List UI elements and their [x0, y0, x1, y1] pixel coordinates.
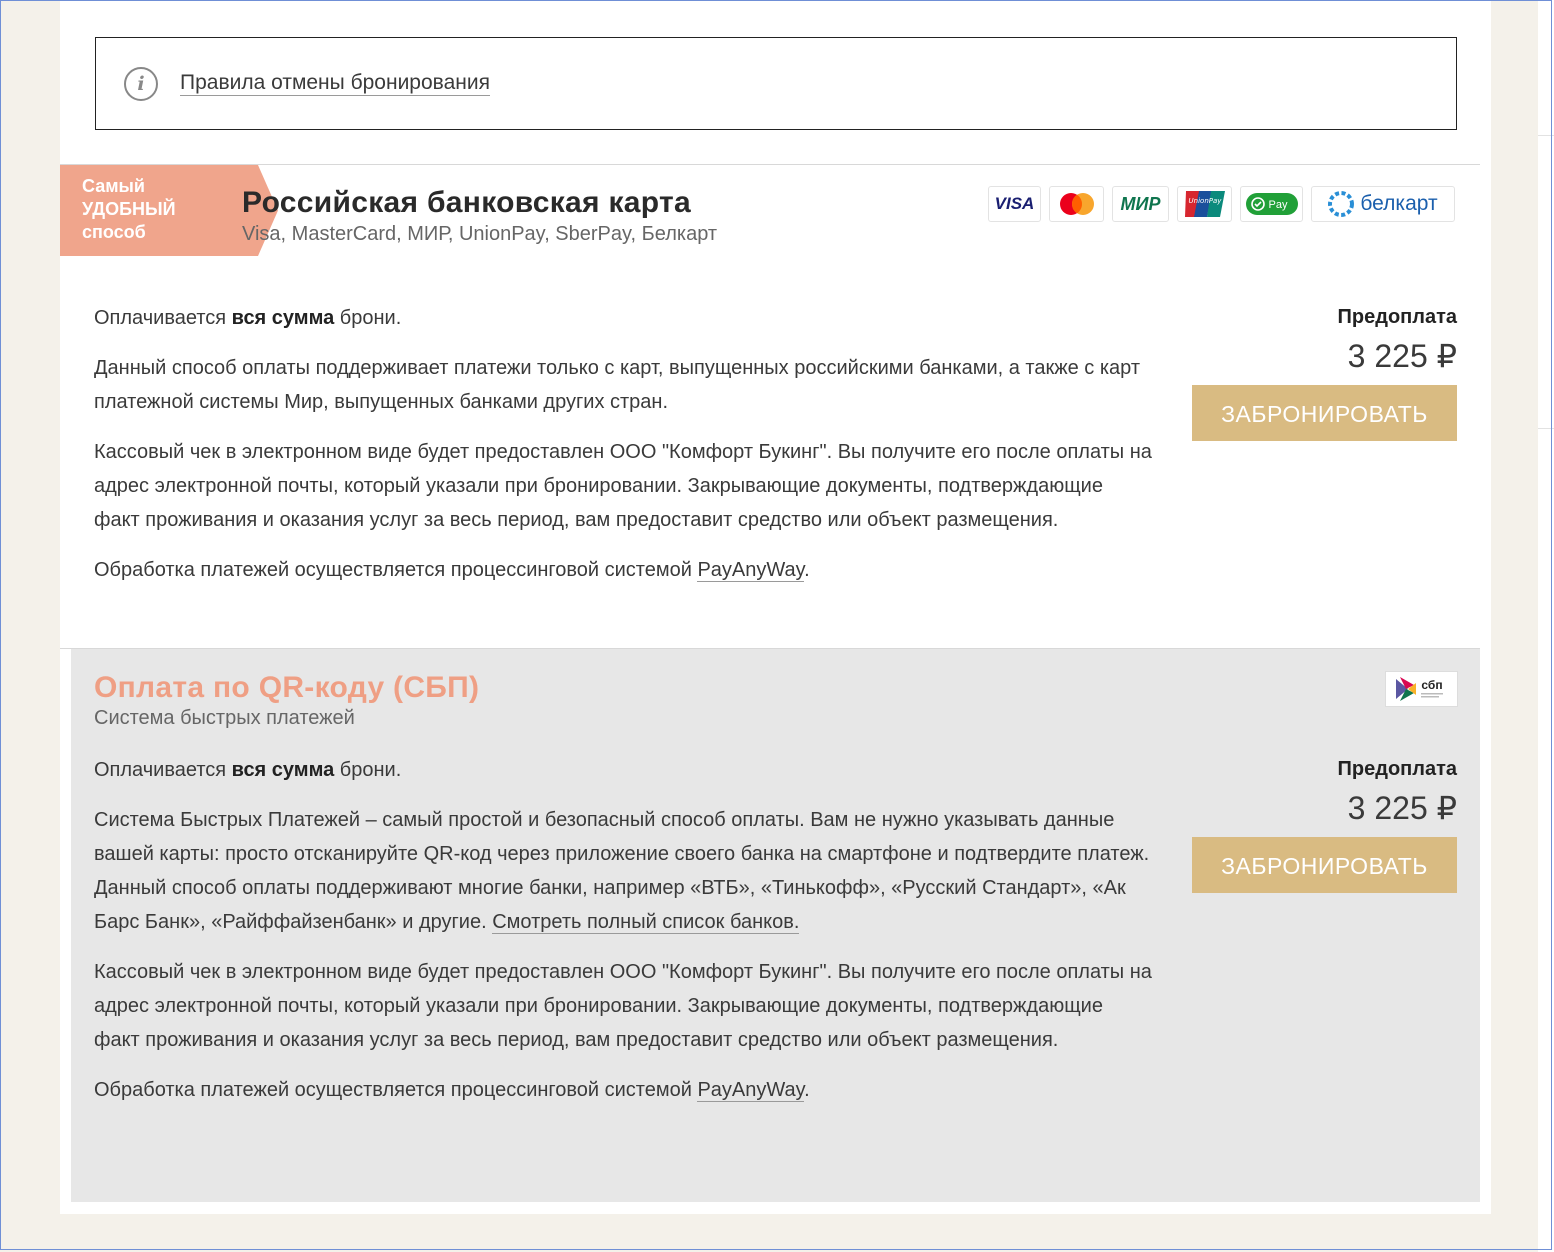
badge-line: Самый [82, 176, 145, 196]
book-button[interactable]: ЗАБРОНИРОВАТЬ [1192, 385, 1457, 441]
processing-note: Обработка платежей осуществляется процессинговой системой PayAnyWay. [94, 559, 810, 581]
side-panel [1538, 0, 1554, 1252]
sbp-price-block [1192, 758, 1457, 893]
payanyway-link[interactable]: PayAnyWay [697, 559, 805, 581]
mir-logo-icon: МИР [1112, 186, 1169, 222]
belkart-logo-icon [1311, 186, 1455, 222]
unionpay-logo-icon [1177, 186, 1232, 222]
sbp-logo-text: сбп [1420, 678, 1443, 692]
badge-line: способ [82, 222, 146, 242]
card-logos [988, 186, 1455, 222]
cancel-policy-box[interactable] [95, 37, 1457, 130]
badge-line: УДОБНЫЙ [82, 199, 176, 219]
payanyway-link[interactable]: PayAnyWay [697, 1079, 805, 1101]
visa-logo-icon: VISA [988, 186, 1041, 222]
book-button[interactable]: ЗАБРОНИРОВАТЬ [1192, 837, 1457, 893]
payment-amount-note: Оплачивается вся сумма брони. [94, 307, 402, 329]
sbp-method-subtitle: Система быстрых платежей [94, 707, 355, 729]
card-description [94, 301, 1154, 587]
sbp-method-title: Оплата по QR-коду (СБП) [94, 671, 480, 704]
receipt-note: Кассовый чек в электронном виде будет предоставлен ООО "Комфорт Букинг". Вы получите его после оплаты на адрес электронной почты, который указали при бронировании. Закрывающие документы, подтверждающие факт проживания и оказания услуг за весь период, вам предоставит средство или объект размещения. [94, 961, 1152, 1051]
prepayment-label: Предоплата [1337, 306, 1457, 328]
sberpay-text: Pay [1268, 199, 1287, 211]
receipt-note: Кассовый чек в электронном виде будет предоставлен ООО "Комфорт Букинг". Вы получите его после оплаты на адрес электронной почты, который указали при бронировании. Закрывающие документы, подтверждающие факт проживания и оказания услуг за весь период, вам предоставит средство или объект размещения. [94, 441, 1152, 531]
info-icon: i [124, 67, 158, 101]
prepayment-amount: 3 225 ₽ [1347, 338, 1457, 374]
belkart-text: белкарт [1360, 192, 1438, 215]
sberpay-logo-icon [1240, 186, 1303, 222]
cancel-policy-link[interactable]: Правила отмены бронирования [180, 71, 490, 96]
card-price-block [1192, 306, 1457, 441]
card-note: Данный способ оплаты поддерживает платежи только с карт, выпущенных российскими банками, а также с карт платежной системы Мир, выпущенных банками других стран. [94, 357, 1140, 413]
payment-amount-note: Оплачивается вся сумма брони. [94, 759, 402, 781]
unionpay-text: UnionPay [1188, 197, 1221, 205]
card-method-subtitle: Visa, MasterCard, МИР, UnionPay, SberPay, Белкарт [242, 223, 718, 245]
sbp-banks-note: Данный способ оплаты поддерживают многие банки, например «ВТБ», «Тинькофф», «Русский Стандарт», «Ак Барс Банк», «Райффайзенбанк» и другие. Смотреть полный список банков. [94, 877, 1126, 933]
bank-list-link[interactable]: Смотреть полный список банков. [492, 911, 800, 933]
prepayment-label: Предоплата [1337, 758, 1457, 780]
payment-options-card [60, 0, 1491, 1214]
prepayment-amount: 3 225 ₽ [1347, 790, 1457, 826]
sbp-method-section [71, 649, 1480, 1202]
card-method-title: Российская банковская карта [242, 186, 691, 219]
sbp-note: Система Быстрых Платежей – самый простой и безопасный способ оплаты. Вам не нужно указывать данные вашей карты: просто отсканируйте QR-код через приложение своего банка на смартфоне и подтвердите платеж. [94, 809, 1150, 865]
sbp-description [94, 753, 1154, 1107]
sbp-logo-icon [1385, 671, 1458, 707]
mastercard-logo-icon [1049, 186, 1104, 222]
processing-note: Обработка платежей осуществляется процессинговой системой PayAnyWay. [94, 1079, 810, 1101]
